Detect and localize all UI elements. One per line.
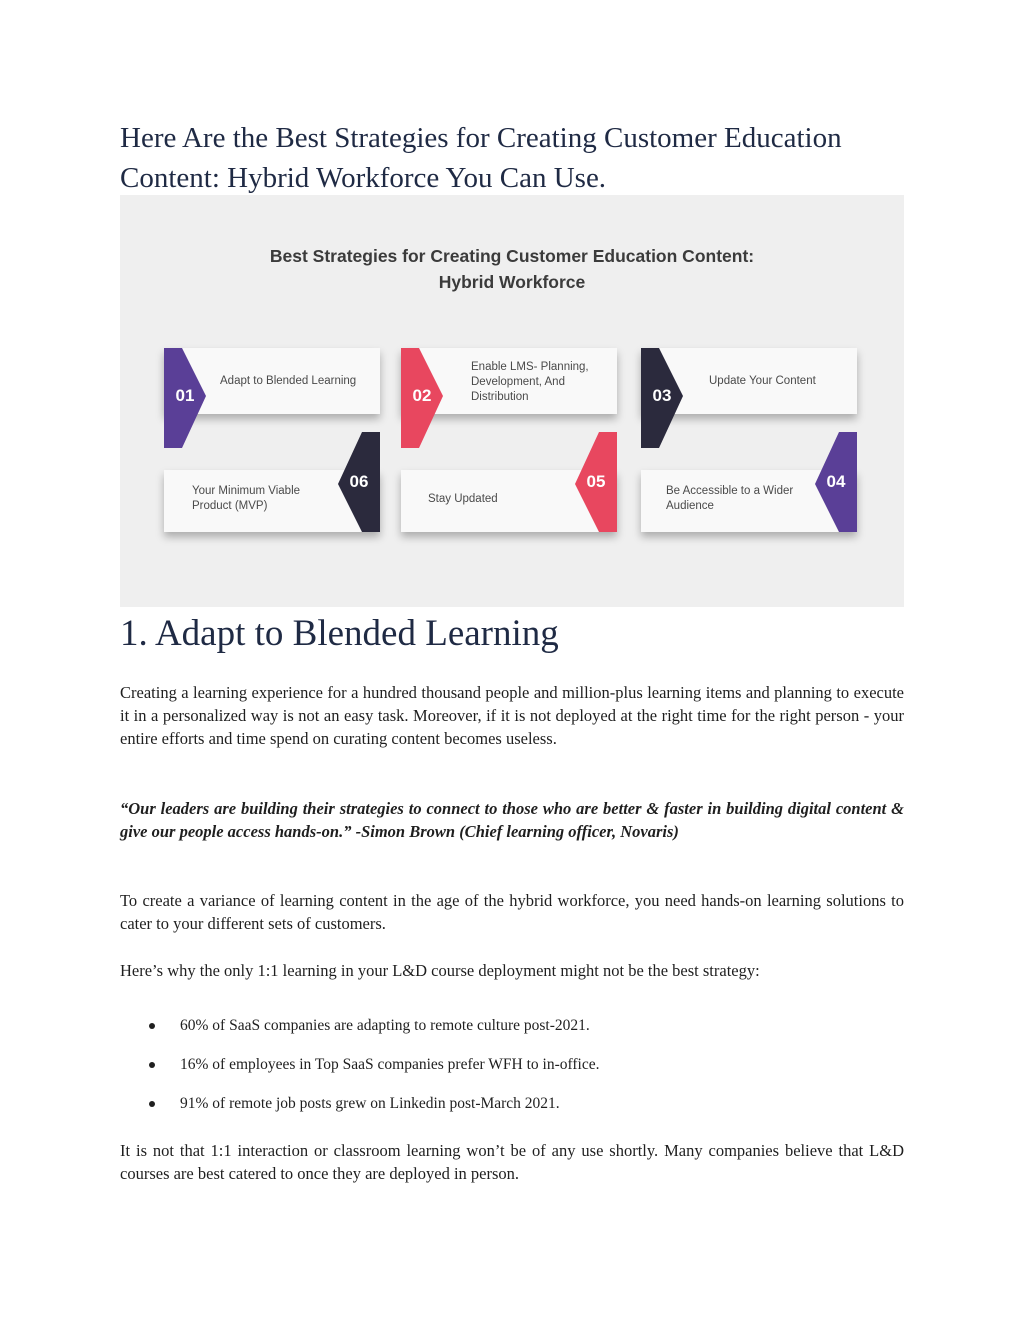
strategy-badge-02 xyxy=(401,348,443,448)
infographic-title xyxy=(120,243,904,295)
strategy-number-04: 04 xyxy=(826,472,846,491)
infographic-title-line-2: Hybrid Workforce xyxy=(438,272,586,292)
strategy-card-02-line-3: Distribution xyxy=(471,391,529,403)
quote-paragraph: “Our leaders are building their strategies to connect to those who are better & faster in building digital content & give our people access hands-on.” -Simon Brown (Chief learning officer, Novaris) xyxy=(120,799,904,841)
list-item-text: 91% of remote job posts grew on Linkedin post-March 2021. xyxy=(180,1095,560,1112)
list-item-text: 60% of SaaS companies are adapting to remote culture post-2021. xyxy=(180,1017,590,1034)
strategy-number-01: 01 xyxy=(175,386,195,405)
paragraph-why: Here’s why the only 1:1 learning in your L&D course deployment might not be the best strategy: xyxy=(120,961,760,980)
list-item xyxy=(120,1054,904,1093)
page-title: Here Are the Best Strategies for Creating Customer Education Content: Hybrid Workforce You Can Use. xyxy=(120,122,842,194)
strategy-number-03: 03 xyxy=(652,386,672,405)
strategy-number-06: 06 xyxy=(349,472,369,491)
paragraph-intro: Creating a learning experience for a hundred thousand people and million-plus learning items and planning to execute it in a personalized way is not an easy task. Moreover, if it is not deployed at the right time for the right person - your entire efforts and time spend on curating content becomes useless. xyxy=(120,683,904,748)
strategy-badge-03 xyxy=(641,348,683,448)
strategy-card-04-line-2: Audience xyxy=(666,500,714,512)
strategy-badge-01 xyxy=(164,348,206,448)
paragraph-closing: It is not that 1:1 interaction or classroom learning won’t be of any use shortly. Many companies believe that L&D courses are best catered to once they are deployed in person. xyxy=(120,1141,904,1183)
strategy-card-02-line-1: Enable LMS- Planning, xyxy=(471,361,589,373)
bullet-icon xyxy=(149,1062,155,1068)
strategy-card-06-line-2: Product (MVP) xyxy=(192,500,268,512)
strategy-card-03-line-1: Update Your Content xyxy=(709,375,816,387)
strategy-card-06-line-1: Your Minimum Viable xyxy=(192,485,301,497)
strategy-card-04-line-1: Be Accessible to a Wider xyxy=(666,485,794,497)
strategy-card-05-line-1: Stay Updated xyxy=(428,493,498,505)
strategy-card-03-text xyxy=(709,374,854,389)
strategy-card-01-line-1: Adapt to Blended Learning xyxy=(220,375,357,387)
list-item xyxy=(120,1015,904,1054)
bullet-icon xyxy=(149,1101,155,1107)
strategy-card-02-text xyxy=(471,360,611,405)
strategy-badge-04 xyxy=(815,432,857,532)
strategy-card-05-text xyxy=(428,492,578,507)
paragraph-variance: To create a variance of learning content in the age of the hybrid workforce, you need hands-on learning solutions to cater to your different sets of customers. xyxy=(120,891,904,933)
infographic-title-line-1: Best Strategies for Creating Customer Education Content: xyxy=(269,246,755,266)
strategy-card-04-text xyxy=(666,484,826,514)
list-item-text: 16% of employees in Top SaaS companies prefer WFH to in-office. xyxy=(180,1056,600,1073)
strategy-number-05: 05 xyxy=(586,472,606,491)
strategy-badge-06 xyxy=(338,432,380,532)
section-heading: 1. Adapt to Blended Learning xyxy=(120,613,559,654)
list-item xyxy=(120,1093,904,1132)
strategy-card-01-text xyxy=(220,374,375,389)
bullet-icon xyxy=(149,1023,155,1029)
strategy-card-02-line-2: Development, And xyxy=(471,376,565,388)
strategy-badge-05 xyxy=(575,432,617,532)
strategy-number-02: 02 xyxy=(412,386,432,405)
strategies-infographic xyxy=(120,195,904,607)
strategy-card-06-text xyxy=(192,484,342,514)
stats-list xyxy=(120,1015,904,1132)
